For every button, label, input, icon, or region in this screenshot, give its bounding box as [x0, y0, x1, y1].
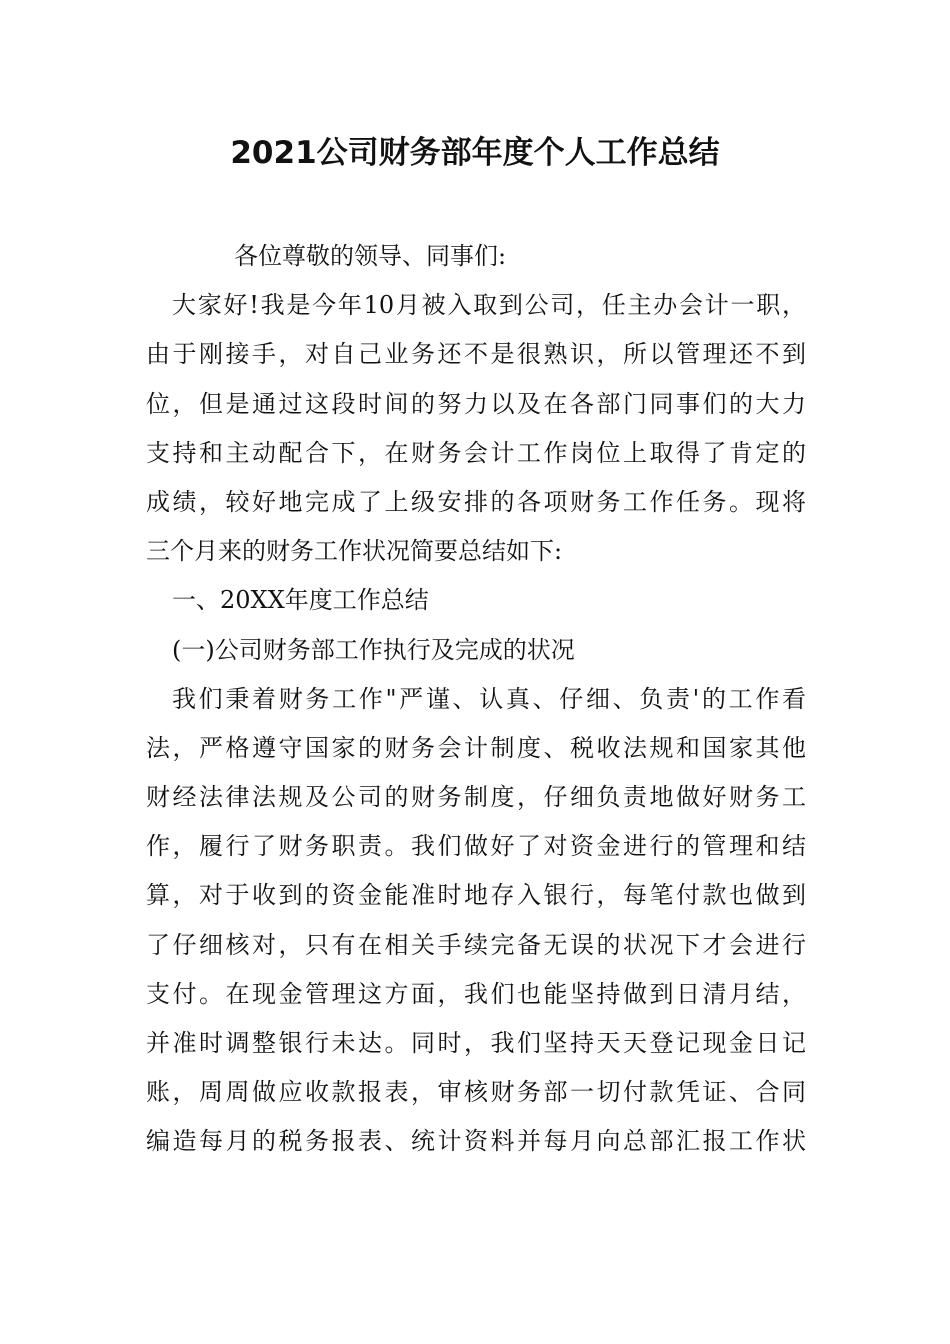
body-line: 财经法律法规及公司的财务制度，仔细负责地做好财务工: [146, 783, 806, 812]
body-line: 支付。在现金管理这方面，我们也能坚持做到日清月结，: [146, 979, 806, 1008]
body-line: 大家好!我是今年10月被入取到公司，任主办会计一职，: [172, 291, 806, 320]
body-line: 位，但是通过这段时间的努力以及在各部门同事们的大力: [146, 389, 806, 418]
body-line: 法，严格遵守国家的财务会计制度、税收法规和国家其他: [146, 733, 806, 762]
body-line: 成绩，较好地完成了上级安排的各项财务工作任务。现将: [146, 487, 806, 516]
document-title: 2021公司财务部年度个人工作总结: [230, 135, 720, 171]
greeting-line: 各位尊敬的领导、同事们:: [234, 242, 507, 270]
body-line: 由于刚接手，对自己业务还不是很熟识，所以管理还不到: [146, 340, 806, 369]
section-heading: 一、20XX年度工作总结: [172, 586, 429, 615]
document-body: [146, 232, 806, 1167]
subsection-heading: (一)公司财务部工作执行及完成的状况: [172, 635, 575, 664]
body-line: 编造每月的税务报表、统计资料并每月向总部汇报工作状: [146, 1127, 806, 1156]
body-line: 支持和主动配合下，在财务会计工作岗位上取得了肯定的: [146, 438, 806, 467]
body-line: 了仔细核对，只有在相关手续完备无误的状况下才会进行: [146, 930, 806, 959]
body-line: 并准时调整银行未达。同时，我们坚持天天登记现金日记: [146, 1029, 806, 1057]
body-line: 作，履行了财务职责。我们做好了对资金进行的管理和结: [146, 832, 806, 861]
body-line: 账，周周做应收款报表，审核财务部一切付款凭证、合同: [146, 1078, 806, 1107]
body-line: 算，对于收到的资金能准时地存入银行，每笔付款也做到: [146, 881, 806, 910]
body-line: 三个月来的财务工作状况简要总结如下:: [146, 537, 563, 566]
body-line: 我们秉着财务工作"严谨、认真、仔细、负责'的工作看: [172, 684, 806, 713]
